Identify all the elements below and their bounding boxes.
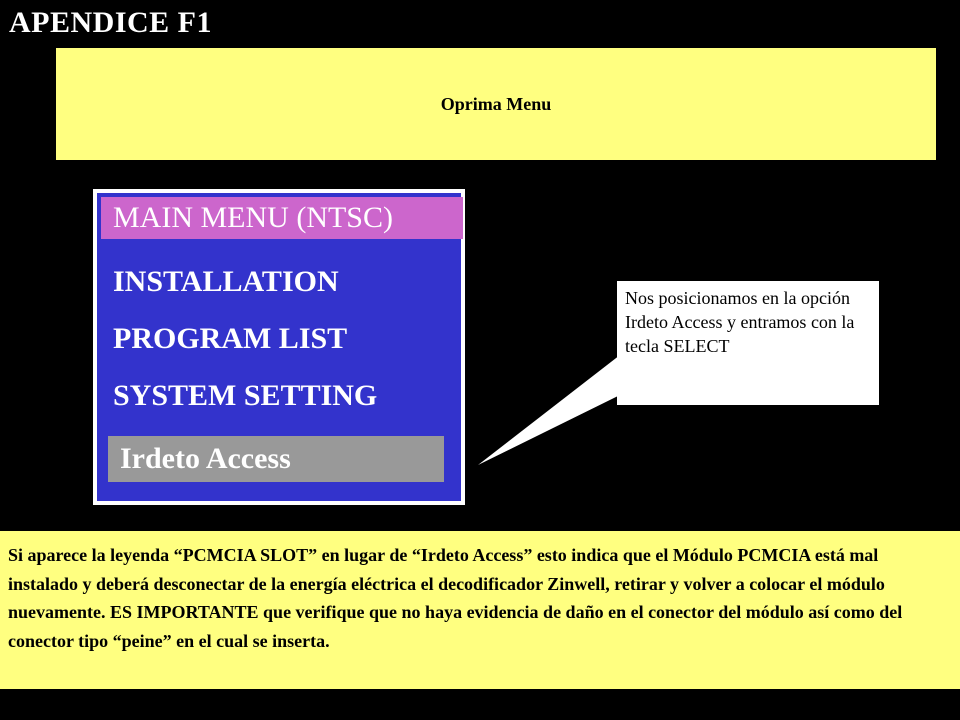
menu-item-program-list[interactable]: PROGRAM LIST [113,322,348,355]
slide-title: APENDICE F1 [9,6,213,39]
menu-header: MAIN MENU (NTSC) [101,197,463,239]
callout-pointer-shape [478,355,620,465]
menu-item-system-setting[interactable]: SYSTEM SETTING [113,379,378,412]
callout-box: Nos posicionamos en la opción Irdeto Access y entramos con la tecla SELECT [617,281,879,405]
instruction-text: Oprima Menu [440,93,552,114]
menu-item-irdeto-access[interactable]: Irdeto Access [108,436,444,482]
note-box: Si aparece la leyenda “PCMCIA SLOT” en lugar de “Irdeto Access” esto indica que el Módulo PCMCIA está mal instalado y deberá desconectar de la energía eléctrica el decodificador Zinwell, retirar y volver a colocar el módulo nuevamente. ES IMPORTANTE que verifique que no haya evidencia de daño en el conector del módulo así como del conector tipo “peine” en el cual se inserta. [0,531,960,689]
menu-item-installation[interactable]: INSTALLATION [113,265,339,298]
